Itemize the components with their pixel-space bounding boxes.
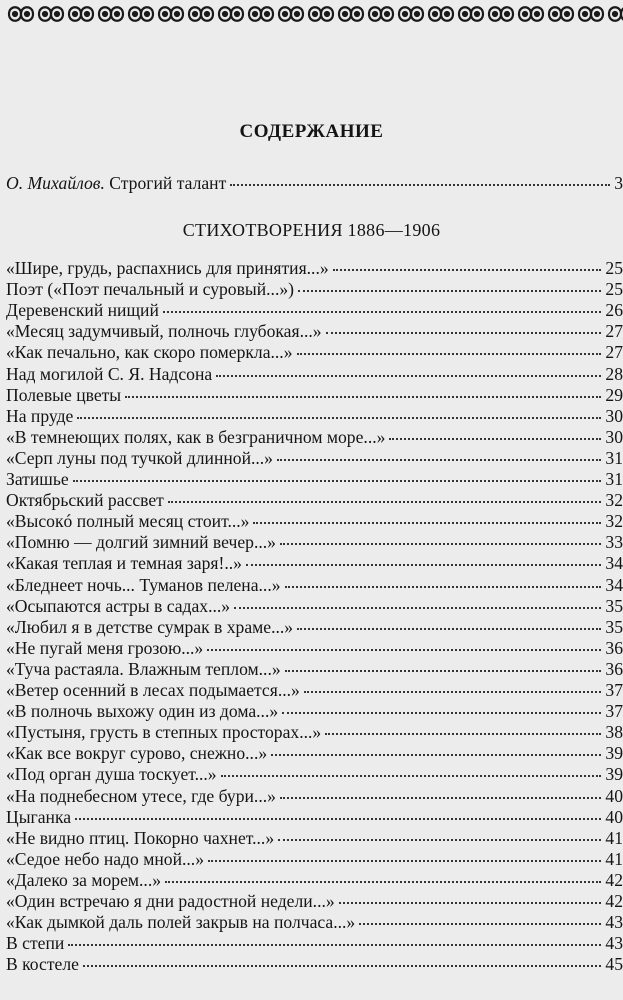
dot-leader (207, 648, 601, 651)
toc-entry[interactable] (6, 448, 623, 468)
entry-page: 36 (605, 658, 623, 679)
dot-leader (83, 964, 601, 967)
toc-entry[interactable] (6, 743, 623, 763)
dot-leader (221, 774, 602, 777)
entry-page: 34 (605, 553, 623, 574)
entry-title: Поэт («Поэт печальный и суровый...») (6, 279, 294, 300)
entry-title: «Далеко за морем...» (6, 869, 162, 890)
entry-page: 32 (605, 490, 623, 511)
toc-entry[interactable] (6, 321, 623, 341)
dot-leader (304, 690, 602, 693)
dot-leader (253, 521, 601, 524)
dot-leader (125, 395, 601, 398)
entry-title: «Как дымкой даль полей закрыв на полчаса...» (6, 912, 356, 933)
entry-title: Полевые цветы (6, 384, 122, 405)
entry-title: «В полночь выхожу один из дома...» (6, 701, 279, 722)
entry-title: В костеле (6, 954, 79, 975)
toc-entry[interactable] (6, 279, 623, 299)
toc-entry[interactable] (6, 469, 623, 489)
entry-title: «На поднебесном утесе, где бури...» (6, 785, 276, 806)
page-title: СОДЕРЖАНИЕ (239, 121, 384, 142)
toc-entry[interactable] (6, 300, 623, 320)
toc-entry[interactable] (6, 870, 623, 890)
dot-leader (297, 627, 601, 630)
entry-page: 45 (605, 954, 623, 975)
dot-leader (282, 711, 601, 714)
entry-page: 33 (605, 532, 623, 553)
entry-page: 25 (605, 279, 623, 300)
dot-leader (271, 753, 601, 756)
entry-page: 41 (605, 827, 623, 848)
dot-leader (277, 458, 601, 461)
toc-entry[interactable] (6, 385, 623, 405)
entry-title: Затишье (6, 469, 69, 489)
toc-entry[interactable] (6, 849, 623, 869)
entry-page: 31 (605, 447, 623, 468)
dot-leader (285, 669, 602, 672)
toc-entry[interactable] (6, 596, 623, 616)
entry-title: «Серп луны под тучкой длинной...» (6, 447, 273, 468)
dot-leader (298, 289, 601, 292)
entry-title: Цыганка (6, 806, 72, 827)
entry-page: 29 (605, 384, 623, 405)
entry-page: 41 (605, 848, 623, 869)
entry-title: На пруде (6, 405, 74, 426)
toc-entry[interactable] (6, 659, 623, 679)
dot-leader (278, 838, 601, 841)
dot-leader (77, 416, 601, 419)
entry-title: В степи (6, 933, 65, 954)
entry-page: 27 (605, 321, 623, 342)
dot-leader (75, 817, 601, 820)
entry-page: 35 (605, 616, 623, 637)
entry-title: «Ветер осенний в лесах подымается...» (6, 680, 300, 700)
entry-title: «Месяц задумчивый, полночь глубокая...» (6, 321, 322, 342)
entry-page: 34 (605, 574, 623, 595)
entry-page: 27 (605, 342, 623, 363)
toc-entry[interactable] (6, 490, 623, 510)
dot-leader (285, 585, 602, 588)
dot-leader (326, 331, 602, 334)
toc-entry[interactable] (6, 258, 623, 278)
toc-entry[interactable] (6, 764, 623, 784)
entry-page: 39 (605, 743, 623, 764)
toc-entry[interactable] (6, 617, 623, 637)
entry-page: 28 (605, 363, 623, 384)
entry-page: 35 (605, 595, 623, 616)
entry-title: «Как печально, как скоро померкла...» (6, 342, 293, 363)
dot-leader (165, 880, 601, 883)
dot-leader (389, 437, 601, 440)
entry-page: 32 (605, 511, 623, 532)
dot-leader (325, 732, 601, 735)
dot-leader (280, 796, 601, 799)
toc-entry[interactable] (6, 891, 623, 911)
entry-page: 30 (605, 426, 623, 447)
entry-page: 43 (605, 933, 623, 954)
entry-title: «Один встречаю я дни радостной недели...» (6, 891, 335, 911)
toc-entry[interactable] (6, 701, 623, 721)
entry-title: «В темнеющих полях, как в безграничном море...» (6, 426, 386, 447)
section-title: СТИХОТВОРЕНИЯ 1886—1906 (182, 220, 441, 240)
dot-leader (234, 606, 601, 609)
entry-page: 38 (605, 722, 623, 743)
entry-page: 31 (605, 469, 623, 489)
dot-leader (163, 310, 602, 313)
toc-entry[interactable] (6, 933, 623, 953)
entry-page: 42 (605, 891, 623, 911)
entry-title: «Шире, грудь, распахнись для принятия...» (6, 258, 329, 278)
toc-entry[interactable] (6, 954, 623, 974)
toc-entry[interactable] (6, 511, 623, 531)
entry-title: «Не видно птиц. Покорно чахнет...» (6, 827, 275, 848)
toc-entry[interactable] (6, 680, 623, 700)
entry-author: О. Михайлов. (6, 173, 105, 193)
toc-entry[interactable] (6, 575, 623, 595)
toc-entry[interactable] (6, 406, 623, 426)
dot-leader (339, 901, 602, 904)
dot-leader (359, 922, 601, 925)
entry-title: «Какая теплая и темная заря!..» (6, 553, 242, 574)
dot-leader (208, 859, 601, 862)
entry-title: Октябрьский рассвет (6, 490, 164, 511)
dot-leader (297, 352, 602, 355)
dot-leader (280, 542, 601, 545)
entry-page: 37 (605, 701, 623, 722)
entry-title: «Помню — долгий зимний вечер...» (6, 532, 276, 553)
entry-page: 25 (605, 258, 623, 278)
entry-title: «Как все вокруг сурово, снежно...» (6, 743, 268, 764)
dot-leader (68, 943, 601, 946)
entry-title: «Любил я в детстве сумрак в храме...» (6, 616, 294, 637)
entry-page: 36 (605, 637, 623, 658)
entry-title: «Бледнеет ночь... Туманов пелена...» (6, 574, 281, 595)
toc-entry[interactable] (6, 364, 623, 384)
toc-entry[interactable] (6, 427, 623, 447)
toc-entry[interactable] (6, 532, 623, 552)
toc-entry[interactable] (6, 553, 623, 573)
entry-title: «Осыпаются астры в садах...» (6, 595, 231, 616)
entry-title: Над могилой С. Я. Надсона (6, 363, 213, 384)
toc-entry[interactable] (6, 807, 623, 827)
dot-leader (333, 268, 602, 271)
entry-title: «Пустыня, грусть в степных просторах...» (6, 722, 322, 743)
toc-entry[interactable] (6, 912, 623, 932)
toc-entry[interactable] (6, 786, 623, 806)
entry-title-text: Строгий талант (109, 173, 227, 193)
entry-page: 3 (614, 173, 623, 193)
entry-title: «Не пугай меня грозою...» (6, 637, 204, 658)
entry-title: «Туча растаяла. Влажным теплом...» (6, 658, 281, 679)
entry-title: «Высокó полный месяц стоит...» (6, 511, 250, 532)
dot-leader (216, 374, 601, 377)
entry-title: «Под орган душа тоскует...» (6, 764, 217, 785)
entry-page: 43 (605, 912, 623, 933)
entry-page: 40 (605, 785, 623, 806)
entry-title: «Седое небо надо мной...» (6, 848, 204, 869)
entry-page: 40 (605, 806, 623, 827)
entry-page: 26 (605, 300, 623, 321)
dot-leader (246, 563, 601, 566)
toc-entry[interactable] (6, 828, 623, 848)
entry-page: 42 (605, 869, 623, 890)
dot-leader (168, 500, 602, 503)
toc-entry[interactable] (6, 638, 623, 658)
dot-leader (73, 479, 602, 482)
toc-entry[interactable] (6, 722, 623, 742)
entry-page: 37 (605, 680, 623, 700)
toc-entry[interactable] (6, 342, 623, 362)
entry-page: 39 (605, 764, 623, 785)
entry-title: Деревенский нищий (6, 300, 159, 321)
entry-page: 30 (605, 405, 623, 426)
